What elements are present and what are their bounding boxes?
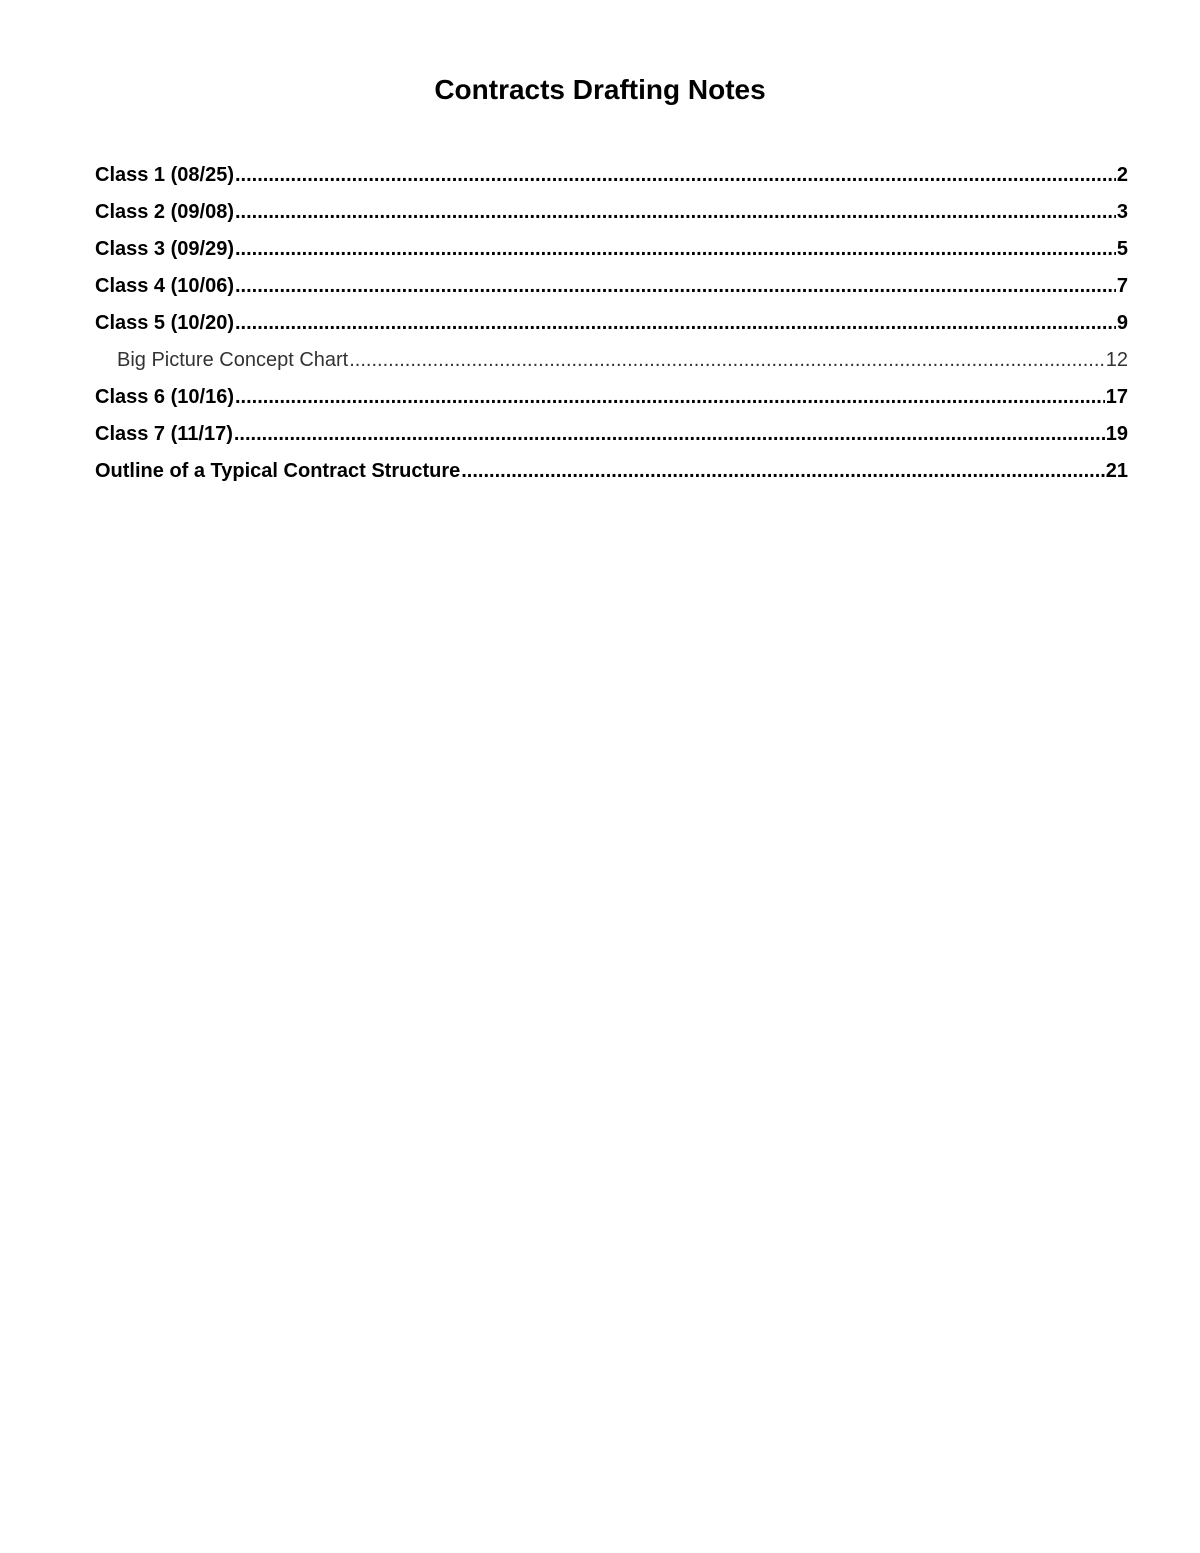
- toc-entry-label: Class 4 (10/06): [95, 275, 234, 297]
- toc-dot-leader: [349, 342, 1105, 379]
- toc-entry-label: Class 2 (09/08): [95, 201, 234, 223]
- toc-entry-label: Class 3 (09/29): [95, 238, 234, 260]
- toc-entry-label: Big Picture Concept Chart: [117, 349, 349, 371]
- toc-entry-class-7[interactable]: [95, 416, 1128, 453]
- toc-entry-class-1[interactable]: [95, 157, 1128, 194]
- toc-dot-leader: [461, 453, 1105, 490]
- toc-entry-big-picture-concept-chart[interactable]: [95, 342, 1128, 379]
- toc-entry-label: Class 6 (10/16): [95, 386, 234, 408]
- toc-page-number: 17: [1105, 386, 1128, 408]
- toc-entry-class-5[interactable]: [95, 305, 1128, 342]
- toc-page-number: 7: [1116, 275, 1128, 297]
- toc-dot-leader: [235, 379, 1105, 416]
- toc-entry-class-2[interactable]: [95, 194, 1128, 231]
- toc-entry-label: Class 7 (11/17): [95, 423, 233, 445]
- toc-entry-class-4[interactable]: [95, 268, 1128, 305]
- toc-page-number: 21: [1105, 460, 1128, 482]
- toc-entry-label: Class 1 (08/25): [95, 164, 234, 186]
- toc-page-number: 3: [1116, 201, 1128, 223]
- toc-dot-leader: [234, 416, 1105, 453]
- toc-dot-leader: [235, 305, 1116, 342]
- toc-dot-leader: [235, 231, 1116, 268]
- toc-page-number: 9: [1116, 312, 1128, 334]
- toc-entry-label: Outline of a Typical Contract Structure: [95, 460, 461, 482]
- toc-entry-class-6[interactable]: [95, 379, 1128, 416]
- toc-dot-leader: [235, 194, 1116, 231]
- toc-dot-leader: [235, 268, 1116, 305]
- document-title: Contracts Drafting Notes: [434, 74, 766, 105]
- toc-entry-outline-typical-contract-structure[interactable]: [95, 453, 1128, 490]
- table-of-contents: [95, 157, 1128, 490]
- toc-page-number: 5: [1116, 238, 1128, 260]
- toc-dot-leader: [235, 157, 1116, 194]
- toc-page-number: 19: [1105, 423, 1128, 445]
- toc-page-number: 12: [1105, 349, 1128, 371]
- toc-entry-class-3[interactable]: [95, 231, 1128, 268]
- toc-entry-label: Class 5 (10/20): [95, 312, 234, 334]
- toc-page-number: 2: [1116, 164, 1128, 186]
